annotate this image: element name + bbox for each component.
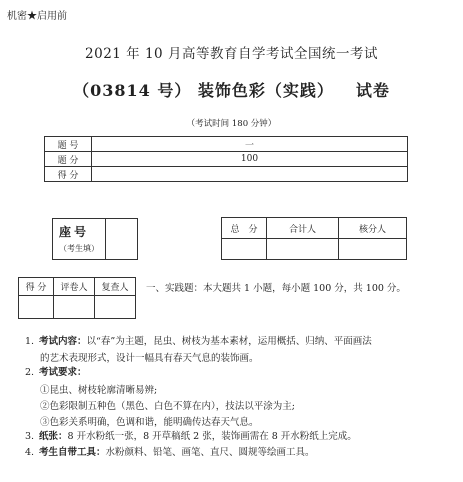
table-row [45,152,408,167]
rechecker-cell[interactable] [95,296,136,319]
reviewer-cell[interactable] [339,239,407,260]
instruction-number: 3. [25,431,35,442]
instruction-text: 8 开水粉纸一张，8 开草稿纸 2 张，装饰画需在 8 开水粉纸上完成。 [67,431,357,442]
instruction-number: 2. [25,367,35,378]
instruction-title: 考试要求： [39,367,87,378]
instruction-3 [25,430,357,443]
question-number-label: 题 号 [45,137,92,152]
instruction-number: 1. [25,336,35,347]
seat-number-box [52,218,138,260]
seat-divider [105,219,106,259]
seat-label: 座号 [59,225,90,239]
instruction-title: 考生自带工具： [39,447,106,458]
table-row [222,218,407,239]
instruction-2 [25,366,87,379]
instruction-title: 纸张： [39,431,68,442]
grader-label: 评卷人 [54,278,95,296]
requirement-1: ①昆虫、树枝轮廓清晰易辨; [40,385,158,396]
instruction-title: 考试内容： [39,336,87,347]
title-suffix: 试卷 [355,81,390,100]
requirement-3: ③色彩关系明确，色调和谐，能明确传达春天气息。 [40,417,259,428]
table-row [45,167,408,182]
total-score-table [221,217,407,260]
title-main: （03814 号） 装饰色彩（实践） [73,81,334,100]
total-cell[interactable] [222,239,267,260]
question-number-value: 一 [92,137,408,152]
grader-table [18,277,136,319]
exam-duration: （考试时间 180 分钟） [186,119,277,129]
table-row [222,239,407,260]
earned-score-cell[interactable] [92,167,408,182]
rechecker-label: 复查人 [95,278,136,296]
table-row [19,296,136,319]
instruction-text: 水粉颜料、铅笔、画笔、直尺、圆规等绘画工具。 [105,447,315,458]
grader-score-label: 得 分 [19,278,54,296]
instruction-4 [25,446,315,459]
earned-score-label: 得 分 [45,167,92,182]
reviewer-label: 核分人 [339,218,407,239]
secret-mark: 机密★启用前 [7,11,67,22]
question-score-value: 100 [92,152,408,167]
exam-line: 2021 年 10 月高等教育自学考试全国统一考试 [85,46,378,62]
total-label: 总 分 [222,218,267,239]
instruction-number: 4. [25,447,35,458]
page-title [0,78,463,101]
grader-cell[interactable] [54,296,95,319]
requirement-2: ②色彩限制五种色（黑色、白色不算在内），技法以平涂为主; [40,401,295,412]
question-score-label: 题 分 [45,152,92,167]
instruction-1 [25,335,372,348]
seat-sub-label: （考生填） [59,244,99,253]
table-row [19,278,136,296]
grader-score-cell[interactable] [19,296,54,319]
score-table [44,136,408,182]
checker-label: 合计人 [267,218,339,239]
instruction-text: 以“春”为主题，昆虫、树枝为基本素材，运用概括、归纳、平面画法 [86,336,372,347]
instruction-1-cont: 的艺术表现形式，设计一幅具有春天气息的装饰画。 [40,353,259,364]
checker-cell[interactable] [267,239,339,260]
question-heading: 一、实践题：本大题共 1 小题，每小题 100 分，共 100 分。 [146,283,406,294]
table-row [45,137,408,152]
